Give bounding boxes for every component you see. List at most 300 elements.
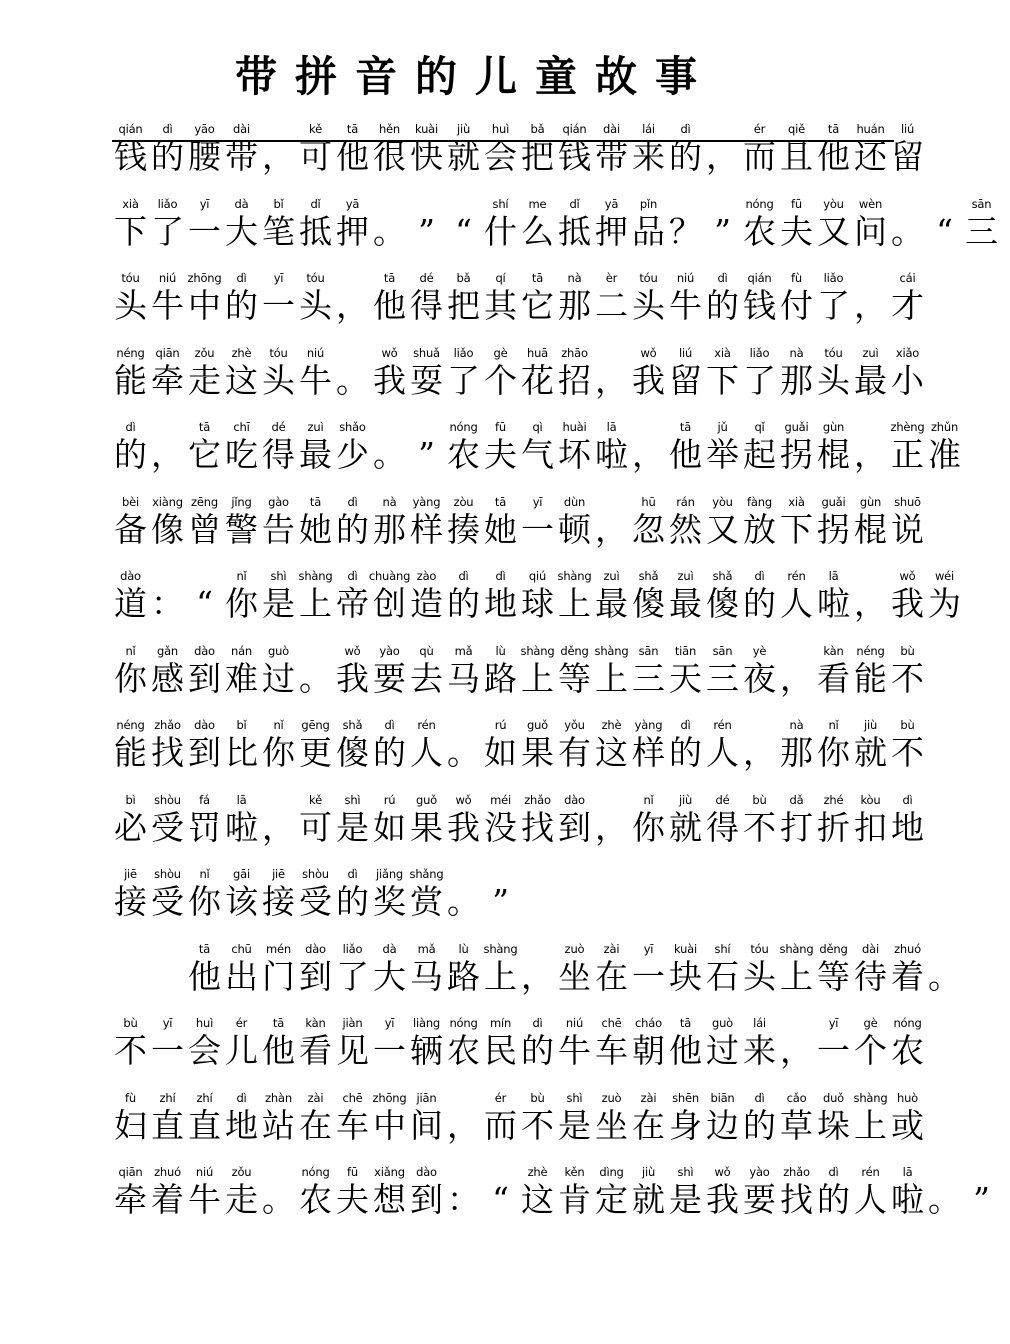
pinyin: dì: [347, 494, 358, 509]
hanzi: 果: [410, 807, 443, 847]
pinyin: yòu: [823, 196, 844, 211]
pinyin: qián: [118, 122, 143, 136]
pinyin: wèn: [858, 196, 883, 211]
pinyin: zhǎo: [154, 718, 181, 732]
character-cell: [408, 718, 445, 793]
pinyin: dǐ: [310, 196, 321, 211]
pinyin: shì: [270, 569, 287, 583]
hanzi: 辆: [410, 1031, 443, 1070]
character-cell: [223, 1165, 260, 1240]
pinyin: dì: [754, 1090, 765, 1105]
pinyin: me: [528, 196, 547, 211]
hanzi: 啦: [817, 584, 850, 623]
pinyin: sān: [638, 643, 659, 658]
pinyin: nóng: [449, 1016, 478, 1030]
pinyin: nóng: [449, 420, 478, 434]
character-cell: [371, 420, 408, 495]
pinyin: dài: [603, 122, 620, 136]
hanzi: 三: [965, 211, 998, 251]
hanzi: 又: [817, 211, 850, 251]
hanzi: 在: [595, 956, 628, 996]
pinyin: dì: [458, 569, 469, 583]
pinyin: nǐ: [199, 867, 210, 881]
hanzi: 钱: [558, 137, 591, 176]
pinyin: zhōng: [187, 271, 222, 285]
pinyin: shàng: [483, 941, 518, 956]
pinyin: niú: [306, 345, 325, 360]
hanzi: 的: [521, 1031, 554, 1070]
hanzi: 直: [151, 1105, 184, 1145]
hanzi: 我: [632, 360, 665, 400]
pinyin: dì: [532, 1016, 543, 1030]
pinyin: zhǎo: [783, 1165, 810, 1179]
pinyin: jiù: [456, 122, 471, 136]
hanzi: 啦: [595, 435, 628, 474]
pinyin: tóu: [639, 271, 658, 285]
hanzi: 她: [484, 509, 517, 549]
hanzi: 下: [706, 360, 739, 400]
hanzi: 石: [706, 956, 739, 996]
pinyin: wǒ: [714, 1165, 731, 1179]
pinyin: shí: [714, 941, 731, 956]
hanzi: 是: [558, 1105, 591, 1145]
hanzi: 二: [595, 286, 628, 325]
pinyin: kuài: [414, 122, 439, 136]
hanzi: 一: [521, 509, 554, 549]
hanzi: 着: [891, 956, 924, 996]
pinyin: shuō: [894, 494, 921, 509]
hanzi: 人: [410, 733, 443, 772]
hanzi: ，: [151, 435, 184, 474]
pinyin: dài: [233, 122, 250, 136]
hanzi: 块: [669, 956, 702, 996]
hanzi: 又: [706, 509, 739, 549]
hanzi: 不: [743, 807, 776, 847]
hanzi: ，: [447, 1105, 480, 1145]
hanzi: 出: [225, 956, 258, 996]
hanzi: 折: [817, 807, 850, 847]
hanzi: 你: [225, 584, 258, 623]
hanzi: 就: [632, 1180, 665, 1219]
hanzi: 大: [373, 956, 406, 996]
hanzi: ，: [595, 509, 628, 549]
hanzi: 到: [558, 807, 591, 847]
hanzi: 钱: [743, 286, 776, 325]
pinyin: dì: [236, 271, 247, 285]
pinyin: cháo: [635, 1016, 662, 1030]
hanzi: 吃: [225, 435, 258, 474]
pinyin: méi: [490, 792, 511, 807]
pinyin: niú: [158, 271, 177, 285]
pinyin: zài: [603, 941, 620, 956]
pinyin: jiē: [272, 867, 285, 881]
pinyin: néng: [116, 718, 145, 732]
hanzi: 天: [669, 658, 702, 698]
hanzi: 傻: [706, 584, 739, 623]
character-cell: [371, 197, 408, 272]
pinyin: cái: [899, 271, 916, 285]
hanzi: 拐: [817, 509, 850, 549]
pinyin: dì: [347, 569, 358, 583]
hanzi: 三: [706, 658, 739, 698]
hanzi: ”: [714, 211, 731, 251]
pinyin: nà: [567, 271, 582, 285]
hanzi: 样: [632, 733, 665, 772]
character-cell: [408, 1165, 445, 1240]
character-cell: [963, 197, 1000, 272]
hanzi: 。: [373, 211, 406, 251]
hanzi: 的: [706, 286, 739, 325]
hanzi: 门: [262, 956, 295, 996]
pinyin: kàn: [823, 643, 844, 658]
hanzi: ，: [706, 137, 739, 176]
hanzi: 到: [410, 1180, 443, 1219]
pinyin: zǒu: [194, 345, 215, 360]
character-cell: [889, 942, 926, 1017]
pinyin: nà: [789, 718, 804, 732]
hanzi: 走: [188, 360, 221, 400]
pinyin: wǒ: [381, 345, 398, 360]
hanzi: 了: [447, 360, 480, 400]
character-cell: [889, 197, 926, 272]
hanzi: 农: [743, 211, 776, 251]
hanzi: 留: [891, 137, 924, 176]
pinyin: nǐ: [828, 718, 839, 732]
pinyin: zhuó: [154, 1165, 181, 1179]
hanzi: ，: [336, 286, 369, 325]
hanzi: 站: [262, 1105, 295, 1145]
hanzi: 妇: [114, 1105, 147, 1145]
hanzi: 小: [891, 360, 924, 400]
hanzi: 押: [336, 211, 369, 251]
hanzi: ，: [854, 286, 887, 325]
pinyin: huò: [896, 1090, 918, 1105]
hanzi: 不: [891, 733, 924, 772]
hanzi: 一: [817, 1031, 850, 1070]
pinyin: dà: [382, 941, 397, 956]
hanzi: 感: [151, 658, 184, 698]
pinyin: bì: [125, 792, 136, 807]
hanzi: 。: [373, 435, 406, 474]
hanzi: 农: [299, 1180, 332, 1219]
pinyin: pǐn: [639, 196, 658, 211]
pinyin: yī: [273, 271, 284, 285]
pinyin: guǒ: [526, 718, 549, 732]
hanzi: 垛: [817, 1105, 850, 1145]
hanzi: 这: [595, 733, 628, 772]
hanzi: 他: [373, 286, 406, 325]
pinyin: wéi: [934, 569, 955, 583]
character-cell: [408, 867, 445, 942]
pinyin: liàng: [412, 1016, 441, 1030]
hanzi: 头: [632, 286, 665, 325]
pinyin: zuò: [601, 1090, 622, 1105]
pinyin: dì: [495, 569, 506, 583]
pinyin: shòu: [154, 792, 181, 807]
pinyin: dì: [680, 122, 691, 136]
pinyin: shǎ: [638, 569, 659, 583]
hanzi: 直: [188, 1105, 221, 1145]
pinyin: tā: [679, 1016, 692, 1030]
hanzi: 果: [521, 733, 554, 772]
character-cell: [926, 420, 963, 495]
pinyin: rú: [494, 718, 507, 732]
hanzi: 找: [780, 1180, 813, 1219]
character-cell: [408, 197, 445, 272]
pinyin: dì: [754, 569, 765, 583]
pinyin: děng: [819, 941, 848, 956]
pinyin: chē: [601, 1016, 622, 1030]
pinyin: jiù: [863, 718, 878, 732]
pinyin: tóu: [750, 941, 769, 956]
pinyin: yī: [384, 1016, 395, 1030]
character-cell: [889, 1091, 926, 1166]
hanzi: 造: [410, 584, 443, 623]
pinyin: rén: [417, 718, 436, 732]
pinyin: bù: [900, 643, 915, 658]
character-cell: [889, 271, 926, 346]
hanzi: ，: [632, 435, 665, 474]
character-cell: [926, 942, 963, 1017]
pinyin: kě: [309, 792, 322, 807]
pinyin: kuài: [673, 941, 698, 956]
hanzi: 就: [669, 807, 702, 847]
hanzi: 扣: [854, 807, 887, 847]
pinyin: bù: [530, 1090, 545, 1105]
pinyin: dì: [162, 122, 173, 136]
character-cell: [223, 793, 260, 868]
pinyin: liǎo: [157, 196, 178, 211]
hanzi: “: [196, 584, 213, 623]
pinyin: bèi: [122, 494, 139, 509]
hanzi: 我: [373, 360, 406, 400]
hanzi: 夫: [484, 435, 517, 474]
pinyin: mén: [266, 941, 291, 956]
pinyin: jiù: [678, 792, 693, 807]
hanzi: 他: [262, 1031, 295, 1070]
pinyin: yī: [199, 196, 210, 211]
pinyin: děng: [560, 643, 589, 658]
character-cell: [334, 197, 371, 272]
pinyin: dài: [862, 941, 879, 956]
pinyin: guǎi: [821, 494, 846, 509]
hanzi: 啦: [225, 807, 258, 847]
hanzi: 的: [336, 509, 369, 549]
pinyin: xiǎng: [374, 1165, 405, 1179]
pinyin: qǐ: [754, 420, 765, 434]
pinyin: xià: [122, 196, 139, 211]
pinyin: dé: [419, 271, 434, 285]
pinyin: zhèng: [890, 420, 925, 434]
hanzi: 车: [595, 1031, 628, 1070]
pinyin: jiù: [641, 1165, 656, 1179]
pinyin: rén: [861, 1165, 880, 1179]
pinyin: dào: [194, 718, 215, 732]
hanzi: 看: [299, 1031, 332, 1070]
hanzi: ：: [151, 584, 184, 623]
hanzi: 受: [151, 882, 184, 921]
hanzi: 牛: [558, 1031, 591, 1070]
hanzi: 定: [595, 1180, 628, 1219]
pinyin: liǎo: [453, 345, 474, 360]
pinyin: nán: [230, 643, 253, 658]
hanzi: 。: [336, 360, 369, 400]
hanzi: 夫: [336, 1180, 369, 1219]
hanzi: 过: [706, 1031, 739, 1070]
hanzi: 起: [743, 435, 776, 474]
pinyin: nóng: [893, 1016, 922, 1030]
hanzi: ，: [262, 137, 295, 176]
hanzi: 中: [188, 286, 221, 325]
pinyin: shì: [677, 1165, 694, 1179]
hanzi: 见: [336, 1031, 369, 1070]
hanzi: 大: [225, 211, 258, 251]
pinyin: qiú: [528, 569, 547, 583]
hanzi: 棍: [817, 435, 850, 474]
pinyin: liú: [900, 122, 915, 136]
pinyin: qí: [495, 271, 506, 285]
hanzi: 难: [225, 658, 258, 698]
hanzi: 是: [262, 584, 295, 623]
character-cell: [556, 346, 593, 421]
pinyin: jiān: [416, 1090, 437, 1105]
hanzi: 且: [780, 137, 813, 176]
pinyin: shòu: [302, 867, 329, 881]
pinyin: qián: [562, 122, 587, 136]
hanzi: 要: [373, 658, 406, 698]
pinyin: zuò: [564, 941, 585, 956]
pinyin: zhí: [196, 1090, 213, 1105]
hanzi: 坏: [558, 435, 591, 474]
hanzi: ，: [743, 733, 776, 772]
character-cell: [297, 271, 334, 346]
pinyin: tā: [494, 494, 507, 509]
pinyin: zhōng: [372, 1090, 407, 1105]
hanzi: 你: [262, 733, 295, 772]
character-cell: [815, 271, 852, 346]
hanzi: 车: [336, 1105, 369, 1145]
pinyin: kě: [309, 122, 322, 136]
hanzi: 去: [410, 658, 443, 698]
hanzi: 就: [447, 137, 480, 176]
character-cell: [963, 1165, 1000, 1240]
pinyin: lā: [236, 792, 247, 807]
pinyin: liú: [678, 345, 693, 360]
pinyin: nǐ: [236, 569, 247, 583]
hanzi: 付: [780, 286, 813, 325]
pinyin: shàng: [853, 1090, 888, 1105]
hanzi: 下: [114, 211, 147, 251]
pinyin: wǒ: [344, 643, 361, 658]
pinyin: guò: [267, 643, 290, 658]
hanzi: 人: [706, 733, 739, 772]
character-cell: [667, 197, 704, 272]
pinyin: fù: [791, 271, 802, 285]
pinyin: sān: [712, 643, 733, 658]
hanzi: 牵: [151, 360, 184, 400]
hanzi: 那: [780, 360, 813, 400]
hanzi: 最: [299, 435, 332, 474]
hanzi: 马: [410, 956, 443, 996]
pinyin: qiān: [118, 1165, 143, 1179]
pinyin: shǎ: [712, 569, 733, 583]
hanzi: 然: [669, 509, 702, 549]
hanzi: 为: [928, 584, 961, 623]
hanzi: 棍: [854, 509, 887, 549]
pinyin: chī: [233, 420, 250, 434]
hanzi: ”: [973, 1180, 990, 1219]
pinyin: yī: [828, 1016, 839, 1030]
hanzi: 你: [632, 807, 665, 847]
hanzi: 的: [225, 286, 258, 325]
hanzi: 上: [521, 658, 554, 698]
pinyin: tā: [531, 271, 544, 285]
hanzi: ，: [854, 584, 887, 623]
pinyin: dùn: [563, 494, 586, 509]
hanzi: 问: [854, 211, 887, 251]
hanzi: 农: [447, 1031, 480, 1070]
pinyin: jiē: [124, 867, 137, 881]
hanzi: 过: [262, 658, 295, 698]
pinyin: bù: [123, 1016, 138, 1030]
hanzi: 下: [780, 509, 813, 549]
hanzi: 走: [225, 1180, 258, 1219]
character-cell: [815, 420, 852, 495]
pinyin: yā: [345, 196, 360, 211]
hanzi: 到: [299, 956, 332, 996]
hanzi: 头: [114, 286, 147, 325]
pinyin: guò: [711, 1016, 734, 1030]
pinyin: duǒ: [822, 1090, 845, 1105]
hanzi: 会: [188, 1031, 221, 1070]
hanzi: 。: [447, 882, 480, 921]
hanzi: 身: [669, 1105, 702, 1145]
pinyin: dì: [125, 420, 136, 434]
pinyin: nóng: [745, 196, 774, 211]
hanzi: 地: [891, 807, 924, 847]
pinyin: lái: [642, 122, 655, 136]
hanzi: 地: [484, 584, 517, 623]
hanzi: 了: [743, 360, 776, 400]
pinyin: liǎo: [823, 271, 844, 285]
pinyin: shàng: [520, 643, 555, 658]
hanzi: 上: [854, 1105, 887, 1145]
character-cell: [260, 644, 297, 719]
hanzi: 么: [521, 211, 554, 251]
hanzi: ”: [418, 211, 435, 251]
pinyin: zuì: [307, 420, 324, 434]
hanzi: 招: [558, 360, 591, 400]
hanzi: 了: [336, 956, 369, 996]
character-cell: [889, 1165, 926, 1240]
hanzi: “: [936, 211, 953, 251]
pinyin: chē: [342, 1090, 363, 1105]
hanzi: 的: [151, 137, 184, 176]
pinyin: yàng: [412, 494, 441, 509]
hanzi: 最: [854, 360, 887, 400]
hanzi: 其: [484, 286, 517, 325]
hanzi: 像: [151, 509, 184, 549]
pinyin: tā: [383, 271, 396, 285]
hanzi: 你: [817, 733, 850, 772]
pinyin: chuàng: [368, 569, 411, 583]
character-cell: [889, 1016, 926, 1091]
pinyin: kàn: [305, 1016, 326, 1030]
pinyin: ér: [494, 1090, 507, 1105]
hanzi: 你: [188, 882, 221, 921]
character-cell: [334, 420, 371, 495]
hanzi: 道: [114, 584, 147, 623]
